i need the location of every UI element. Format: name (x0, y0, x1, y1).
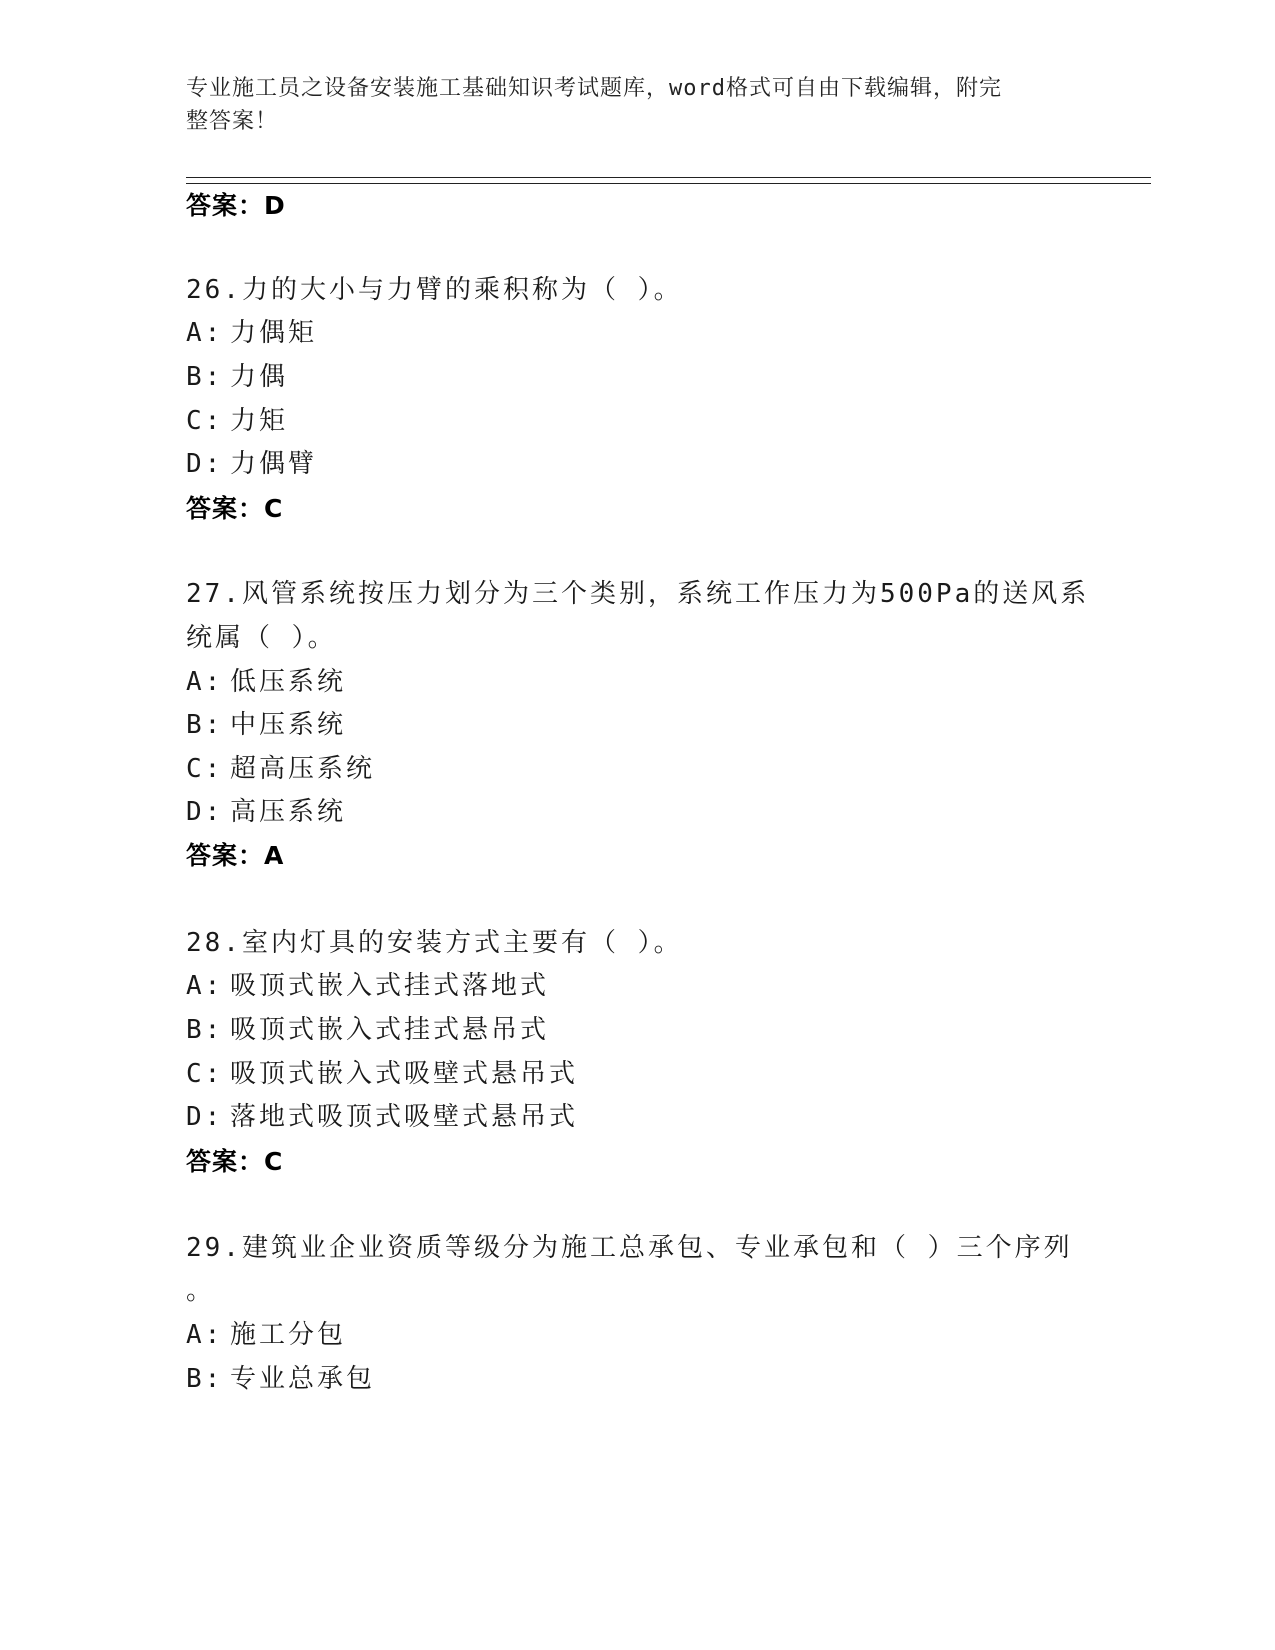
option-letter: A: (186, 971, 224, 1001)
option-letter: B: (186, 362, 224, 392)
header-divider (186, 177, 1151, 184)
question-29-option-a (186, 1318, 346, 1352)
option-letter: C: (186, 754, 224, 784)
option-text: 力偶臂 (230, 449, 318, 479)
question-26-answer: 答案：C (186, 494, 284, 523)
question-29-stem-line-1: 29.建筑业企业资质等级分为施工总承包、专业承包和（ ）三个序列 (186, 1233, 1073, 1263)
question-28-option-b (186, 1013, 549, 1047)
question-26-option-a (186, 316, 317, 350)
option-text: 中压系统 (230, 710, 347, 740)
option-text: 吸顶式嵌入式吸壁式悬吊式 (230, 1059, 579, 1089)
question-27-option-d (186, 795, 346, 829)
option-text: 超高压系统 (230, 754, 376, 784)
header-line-2: 整答案！ (186, 109, 279, 134)
question-27-option-b (186, 708, 346, 742)
question-26-option-b (186, 360, 288, 394)
option-letter: C: (186, 406, 224, 436)
option-text: 力矩 (230, 406, 289, 436)
question-26-option-d (186, 447, 317, 481)
option-letter: B: (186, 1364, 224, 1394)
option-text: 力偶 (230, 362, 289, 392)
question-27-option-a (186, 665, 346, 699)
option-letter: A: (186, 318, 224, 348)
document-header (186, 72, 1066, 138)
question-27-answer: 答案：A (186, 841, 285, 870)
question-26-stem: 26.力的大小与力臂的乘积称为（ ）。 (186, 275, 683, 305)
question-28-stem: 28.室内灯具的安装方式主要有（ ）。 (186, 928, 683, 958)
option-text: 低压系统 (230, 667, 347, 697)
option-text: 力偶矩 (230, 318, 318, 348)
option-text: 落地式吸顶式吸壁式悬吊式 (230, 1102, 579, 1132)
header-line-1: 专业施工员之设备安装施工基础知识考试题库，word格式可自由下载编辑，附完 (186, 76, 1002, 101)
option-letter: D: (186, 1102, 224, 1132)
question-27-stem-line-1: 27.风管系统按压力划分为三个类别，系统工作压力为500Pa的送风系 (186, 579, 1090, 609)
option-letter: D: (186, 797, 224, 827)
option-text: 高压系统 (230, 797, 347, 827)
question-28-option-a (186, 969, 549, 1003)
question-29-stem-line-2: 。 (186, 1276, 216, 1306)
option-letter: C: (186, 1059, 224, 1089)
previous-answer: 答案：D (186, 191, 286, 220)
option-text: 施工分包 (230, 1320, 347, 1350)
option-letter: B: (186, 1015, 224, 1045)
question-29-option-b (186, 1362, 375, 1396)
option-text: 吸顶式嵌入式挂式落地式 (230, 971, 550, 1001)
question-28-answer: 答案：C (186, 1147, 284, 1176)
option-letter: D: (186, 449, 224, 479)
option-text: 专业总承包 (230, 1364, 376, 1394)
question-27-stem-line-2: 统属（ ）。 (186, 623, 337, 653)
question-28-option-c (186, 1057, 578, 1091)
question-26-option-c (186, 404, 288, 438)
question-27-option-c (186, 752, 375, 786)
option-letter: A: (186, 1320, 224, 1350)
option-letter: B: (186, 710, 224, 740)
option-text: 吸顶式嵌入式挂式悬吊式 (230, 1015, 550, 1045)
option-letter: A: (186, 667, 224, 697)
question-28-option-d (186, 1100, 578, 1134)
